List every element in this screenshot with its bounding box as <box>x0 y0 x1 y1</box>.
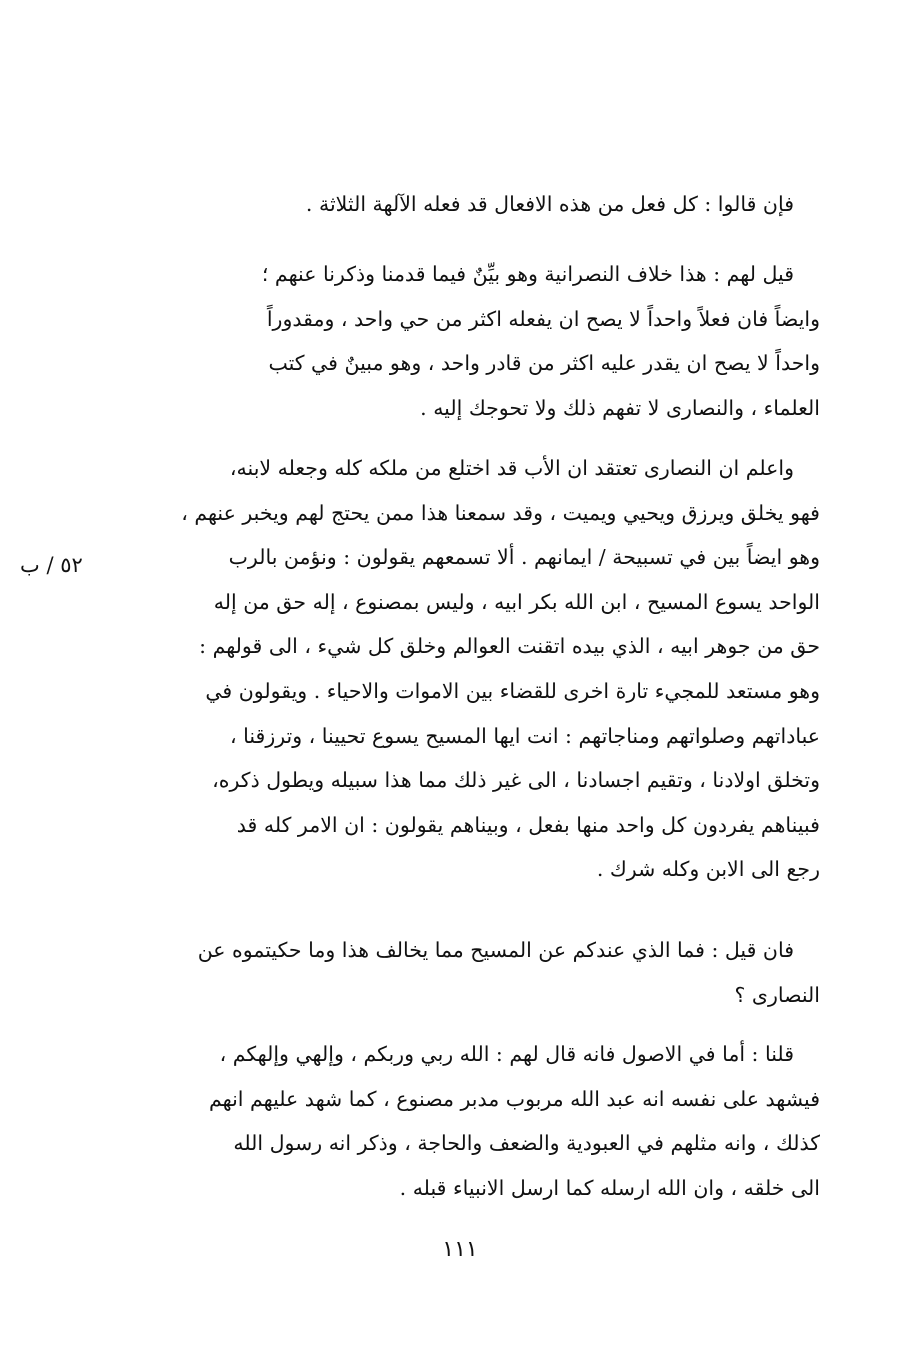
text-line: وهو ايضاً بين في تسبيحة / ايمانهم . ألا تسمعهم يقولون : ونؤمن بالرب <box>228 545 820 570</box>
text-line: الى خلقه ، وان الله ارسله كما ارسل الانبياء قبله . <box>399 1175 820 1200</box>
paragraph-5 <box>150 1032 820 1210</box>
text-line: وايضاً فان فعلاً واحداً لا يصح ان يفعله اكثر من حي واحد ، ومقدوراً <box>266 306 820 331</box>
paragraph-2 <box>150 252 820 430</box>
text-line: فيشهد على نفسه انه عبد الله مربوب مدبر مصنوع ، كما شهد عليهم انهم <box>208 1086 820 1111</box>
paragraph-1 <box>150 182 820 227</box>
text-line: عباداتهم وصلواتهم ومناجاتهم : انت ايها المسيح يسوع تحيينا ، وترزقنا ، <box>229 723 820 748</box>
paragraph-3 <box>150 446 820 892</box>
text-line: كذلك ، وانه مثلهم في العبودية والضعف والحاجة ، وذكر انه رسول الله <box>233 1131 820 1156</box>
text-line: فان قيل : فما الذي عندكم عن المسيح مما يخالف هذا وما حكيتموه عن <box>197 938 794 962</box>
paragraph-4 <box>150 928 820 1017</box>
text-line: فإن قالوا : كل فعل من هذه الافعال قد فعله الآلهة الثلاثة . <box>305 192 794 216</box>
text-line: فهو يخلق ويرزق ويحيي ويميت ، وقد سمعنا هذا ممن يحتج لهم ويخبر عنهم ، <box>181 500 820 525</box>
page-number: ١١١ <box>442 1237 478 1262</box>
text-line: واعلم ان النصارى تعتقد ان الأب قد اختلع من ملكه كله وجعله لابنه، <box>229 456 794 480</box>
text-line: رجع الى الابن وكله شرك . <box>596 857 820 882</box>
text-line: فبيناهم يفردون كل واحد منها بفعل ، وبيناهم يقولون : ان الامر كله قد <box>236 812 820 837</box>
text-line: الواحد يسوع المسيح ، ابن الله بكر ابيه ، وليس بمصنوع ، إله حق من إله <box>213 589 820 614</box>
text-line: وتخلق اولادنا ، وتقيم اجسادنا ، الى غير ذلك مما هذا سبيله ويطول ذكره، <box>212 768 820 793</box>
text-line: العلماء ، والنصارى لا تفهم ذلك ولا تحوجك إليه . <box>420 395 820 420</box>
text-line: حق من جوهر ابيه ، الذي بيده اتقنت العوالم وخلق كل شيء ، الى قولهم : <box>199 634 820 659</box>
text-line: قلنا : أما في الاصول فانه قال لهم : الله ربي وربكم ، وإلهي وإلهكم ، <box>219 1042 794 1066</box>
text-line: قيل لهم : هذا خلاف النصرانية وهو بيِّنٌ فيما قدمنا وذكرنا عنهم ؛ <box>261 262 794 286</box>
text-line: واحداً لا يصح ان يقدر عليه اكثر من قادر واحد ، وهو مبينٌ في كتب <box>268 351 820 376</box>
text-line: وهو مستعد للمجيء تارة اخرى للقضاء بين الاموات والاحياء . ويقولون في <box>205 678 820 703</box>
margin-folio-note: ٥٢ / ب <box>20 553 83 577</box>
text-line: النصارى ؟ <box>734 982 820 1007</box>
